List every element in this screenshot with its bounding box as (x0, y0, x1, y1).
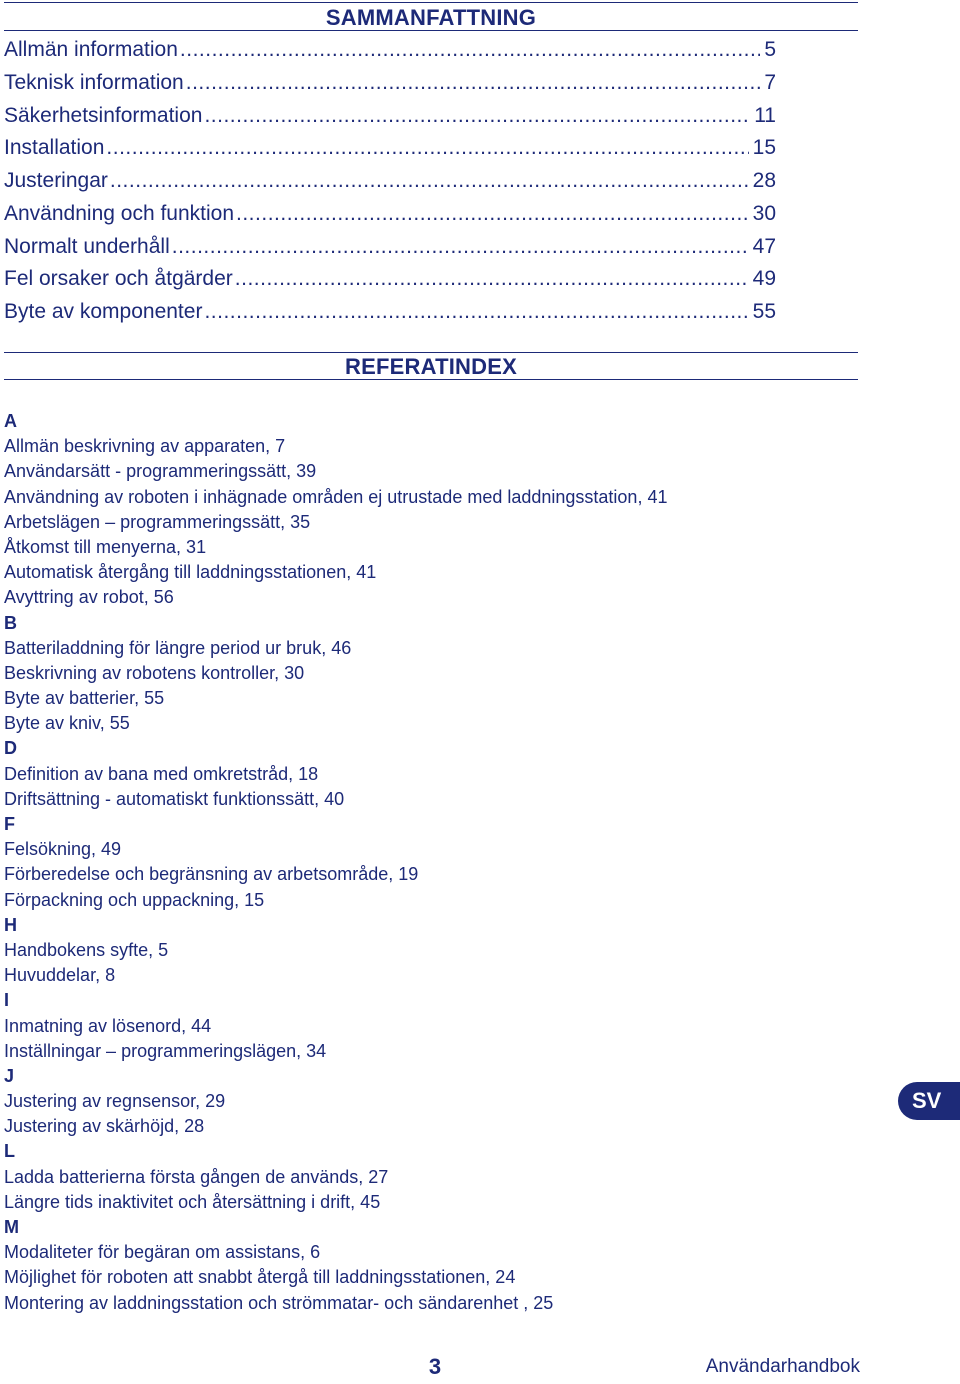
index-entry: Förberedelse och begränsning av arbetsområde, 19 (4, 864, 419, 885)
toc-leader-dots (106, 136, 748, 160)
toc-item-page: 47 (752, 234, 776, 258)
toc-item[interactable] (4, 104, 776, 137)
page-number: 3 (428, 1354, 442, 1379)
toc-item-label: Användning och funktion (4, 201, 235, 225)
toc-item-label: Normalt underhåll (4, 234, 170, 258)
toc-item[interactable] (4, 169, 776, 202)
index-entry: Justering av regnsensor, 29 (4, 1091, 226, 1112)
index-entry: Förpackning och uppackning, 15 (4, 889, 265, 910)
index-entry: Handbokens syfte, 5 (4, 939, 169, 960)
index-letter-heading: B (4, 612, 17, 633)
index-top-rule (4, 352, 858, 353)
index-entry: Batteriladdning för längre period ur bruk, 46 (4, 637, 352, 658)
index-entry: Montering av laddningsstation och strömmatar- och sändarenhet , 25 (4, 1292, 554, 1313)
toc-leader-dots (110, 169, 749, 193)
index-entry: Avyttring av robot, 56 (4, 587, 174, 608)
index-entry: Driftsättning - automatiskt funktionssätt, 40 (4, 788, 345, 809)
index-entry: Användarsätt - programmeringssätt, 39 (4, 461, 317, 482)
toc-leader-dots (172, 235, 749, 259)
toc-item-page: 5 (764, 38, 776, 61)
index-entry: Byte av batterier, 55 (4, 688, 165, 709)
index-entry: Arbetslägen – programmeringssätt, 35 (4, 511, 311, 532)
index-letter-heading: J (4, 1065, 15, 1086)
index-letter-heading: H (4, 914, 17, 935)
index-entry: Ladda batterierna första gången de används, 27 (4, 1166, 389, 1187)
index-entry: Felsökning, 49 (4, 839, 122, 860)
index-letter-heading: I (4, 990, 10, 1011)
index-entry: Beskrivning av robotens kontroller, 30 (4, 662, 305, 683)
index-letter-heading: L (4, 1141, 15, 1162)
toc-leader-dots (204, 300, 748, 324)
toc-item-label: Installation (4, 136, 105, 160)
index-entry: Huvuddelar, 8 (4, 965, 116, 986)
toc-leader-dots (186, 71, 761, 95)
index-entry: Automatisk återgång till laddningsstationen, 41 (4, 562, 377, 583)
toc-item[interactable] (4, 202, 776, 235)
toc-item-label: Allmän information (4, 38, 178, 61)
toc-item-page: 30 (752, 201, 776, 225)
toc-item-label: Säkerhetsinformation (4, 103, 203, 127)
index-letter-heading: D (4, 738, 17, 759)
index-entry: Användning av roboten i inhägnade områden ej utrustade med laddningsstation, 41 (4, 486, 668, 507)
footer-title: Användarhandbok (705, 1356, 860, 1377)
index-entry: Möjlighet för roboten att snabbt återgå till laddningsstationen, 24 (4, 1267, 516, 1288)
index-entry: Åtkomst till menyerna, 31 (4, 536, 207, 557)
toc-item[interactable] (4, 300, 776, 333)
toc-item-page: 28 (752, 169, 776, 192)
toc-item[interactable] (4, 235, 776, 268)
language-badge: SV (898, 1082, 960, 1120)
summary-bottom-rule (4, 30, 858, 31)
toc-leader-dots (235, 267, 749, 291)
toc-item-label: Justeringar (4, 169, 108, 192)
toc-item[interactable] (4, 71, 776, 104)
index-letter-heading: F (4, 814, 15, 834)
toc-item-page: 55 (752, 300, 776, 323)
index-entry: Inställningar – programmeringslägen, 34 (4, 1040, 327, 1061)
toc-item-label: Byte av komponenter (4, 300, 203, 323)
toc-item[interactable] (4, 136, 776, 169)
index-letter-heading: M (4, 1217, 19, 1237)
summary-top-rule (4, 2, 858, 3)
toc-item-label: Teknisk information (4, 70, 184, 94)
index-title: REFERATINDEX (345, 354, 517, 379)
toc-item-page: 15 (752, 136, 776, 160)
index-letter-heading: A (4, 411, 17, 431)
toc-item[interactable] (4, 38, 776, 71)
index-entry: Definition av bana med omkretstråd, 18 (4, 763, 319, 784)
index-entry: Allmän beskrivning av apparaten, 7 (4, 436, 286, 457)
toc-leader-dots (204, 104, 750, 128)
index-entry: Modaliteter för begäran om assistans, 6 (4, 1242, 321, 1263)
toc-item-page: 11 (754, 103, 776, 127)
toc-item[interactable] (4, 267, 776, 300)
index-entry: Längre tids inaktivitet och återsättning i drift, 45 (4, 1191, 381, 1212)
toc-item-page: 7 (764, 70, 776, 94)
toc-item-label: Fel orsaker och åtgärder (4, 267, 233, 291)
toc-leader-dots (236, 202, 749, 226)
index-entry: Justering av skärhöjd, 28 (4, 1116, 205, 1137)
reference-index (4, 409, 864, 1316)
toc-item-page: 49 (752, 267, 776, 291)
index-entry: Inmatning av lösenord, 44 (4, 1015, 212, 1036)
toc-leader-dots (180, 38, 760, 62)
index-bottom-rule (4, 379, 858, 380)
index-entry: Byte av kniv, 55 (4, 713, 130, 734)
table-of-contents (4, 38, 776, 333)
summary-title: SAMMANFATTNING (325, 5, 537, 30)
